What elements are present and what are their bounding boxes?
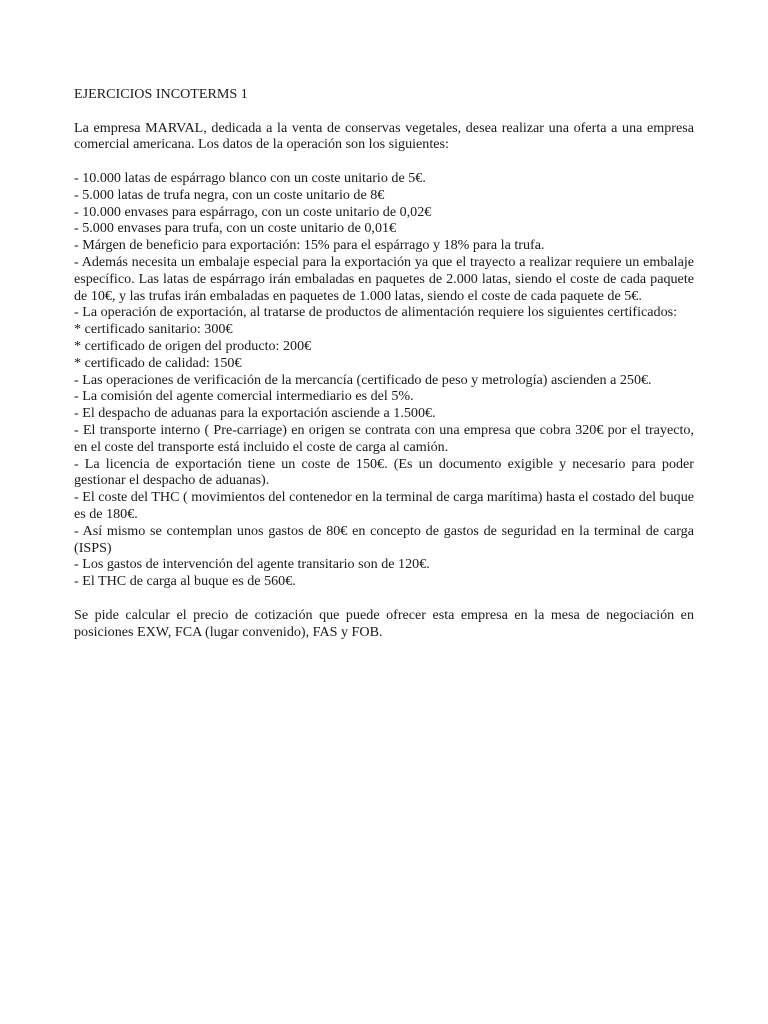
list-item: - La licencia de exportación tiene un coste de 150€. (Es un documento exigible y necesario para poder gestionar el despacho de aduanas). [74, 455, 694, 489]
list-item: - El transporte interno ( Pre-carriage) en origen se contrata con una empresa que cobra 320€ por el trayecto, en el coste del transporte está incluido el coste de carga al camión. [74, 421, 694, 455]
list-item: - Los gastos de intervención del agente transitario son de 120€. [74, 556, 430, 573]
conclusion-paragraph: Se pide calcular el precio de cotización que puede ofrecer esta empresa en la mesa de negociación en posiciones EXW, FCA (lugar convenido), FAS y FOB. [74, 606, 694, 640]
list-item: - 5.000 latas de trufa negra, con un coste unitario de 8€ [74, 186, 385, 203]
list-item: - Márgen de beneficio para exportación: 15% para el espárrago y 18% para la trufa. [74, 237, 545, 254]
list-item: - El coste del THC ( movimientos del contenedor en la terminal de carga marítima) hasta el costado del buque es de 180€. [74, 489, 694, 522]
document-page [74, 86, 694, 657]
intro-paragraph: La empresa MARVAL, dedicada a la venta de conservas vegetales, desea realizar una oferta a una empresa comercial americana. Los datos de la operación son los siguientes: [74, 119, 694, 153]
list-item: - La comisión del agente comercial intermediario es del 5%. [74, 388, 414, 405]
document-title: EJERCICIOS INCOTERMS 1 [74, 86, 248, 102]
list-item: - 5.000 envases para trufa, con un coste unitario de 0,01€ [74, 220, 397, 237]
list-item: - La operación de exportación, al tratarse de productos de alimentación requiere los siguientes certificados: [74, 304, 678, 321]
data-list [74, 170, 694, 590]
list-item: * certificado sanitario: 300€ [74, 321, 233, 338]
list-item: - Además necesita un embalaje especial para la exportación ya que el trayecto a realizar requiere un embalaje específico. Las latas de espárrago irán embaladas en paquetes de 2.000 latas, siendo el coste de cada paquete de 10€, y las trufas irán embaladas en paquetes de 1.000 latas, siendo el coste de cada paquete de 5€. [74, 253, 694, 304]
list-item: - Las operaciones de verificación de la mercancía (certificado de peso y metrología) ascienden a 250€. [74, 371, 652, 388]
list-item: - 10.000 envases para espárrago, con un coste unitario de 0,02€ [74, 203, 432, 220]
list-item: * certificado de origen del producto: 200€ [74, 337, 312, 354]
list-item: - Así mismo se contemplan unos gastos de 80€ en concepto de gastos de seguridad en la terminal de carga (ISPS) [74, 522, 694, 556]
list-item: - 10.000 latas de espárrago blanco con un coste unitario de 5€. [74, 169, 426, 186]
list-item: * certificado de calidad: 150€ [74, 354, 242, 371]
list-item: - El THC de carga al buque es de 560€. [74, 573, 296, 590]
list-item: - El despacho de aduanas para la exportación asciende a 1.500€. [74, 405, 436, 422]
